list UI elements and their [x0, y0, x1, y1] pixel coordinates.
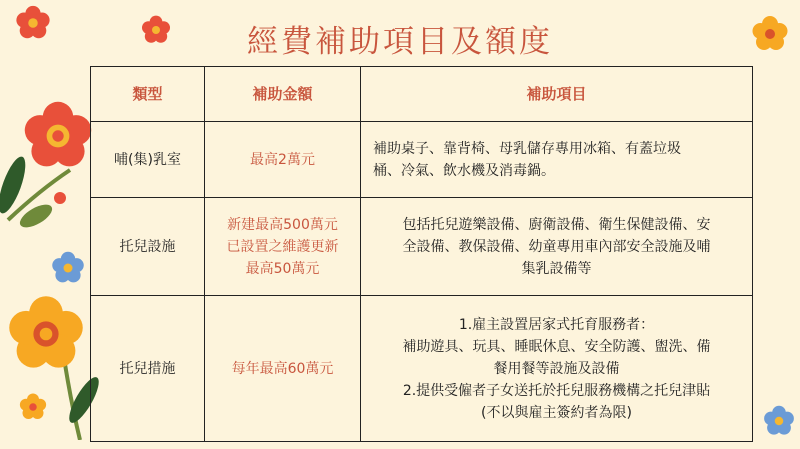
blue-flower-icon [762, 404, 796, 438]
amount-line: 每年最高60萬元 [231, 360, 334, 377]
table-row [91, 122, 753, 198]
header-amount: 補助金額 [205, 67, 361, 122]
table-row [91, 296, 753, 442]
items-line: 補助遊具、玩具、睡眠休息、安全防護、盥洗、備 [402, 338, 711, 355]
amount-line: 新建最高500萬元 [227, 216, 338, 233]
yellow-flower-icon [4, 292, 88, 376]
blue-flower-icon [50, 250, 86, 286]
table-header-row [91, 67, 753, 122]
amount-line: 最高2萬元 [250, 151, 315, 168]
row-items [361, 122, 753, 198]
table-row [91, 198, 753, 296]
amount-line: 最高50萬元 [245, 260, 320, 277]
row-items [361, 296, 753, 442]
row-items [361, 198, 753, 296]
row-type: 哺(集)乳室 [91, 122, 205, 198]
orange-flower-icon [20, 98, 96, 174]
row-type: 托兒設施 [91, 198, 205, 296]
row-amount [205, 198, 361, 296]
items-line: 餐用餐等設施及設備 [493, 360, 620, 377]
items-line: 集乳設備等 [521, 260, 592, 277]
subsidy-table [90, 66, 753, 442]
row-amount [205, 296, 361, 442]
items-line: 桶、冷氣、飲水機及消毒鍋。 [373, 162, 555, 179]
amount-line: 已設置之維護更新 [226, 238, 339, 255]
orange-flower-icon [18, 392, 48, 422]
page-title: 經費補助項目及額度 [247, 24, 553, 60]
items-line: 補助桌子、靠背椅、母乳儲存專用冰箱、有蓋垃圾 [373, 140, 681, 157]
header-type: 類型 [91, 67, 205, 122]
row-type: 托兒措施 [91, 296, 205, 442]
items-line: 2.提供受僱者子女送托於托兒服務機構之托兒津貼 [402, 382, 711, 399]
row-amount [205, 122, 361, 198]
items-line: 1.雇主設置居家式托育服務者： [458, 316, 655, 333]
header-items: 補助項目 [361, 67, 753, 122]
items-line: 包括托兒遊樂設備、廚衛設備、衛生保健設備、安 [402, 216, 711, 233]
items-line: 全設備、教保設備、幼童專用車內部安全設施及哺 [402, 238, 711, 255]
items-line: (不以與雇主簽約者為限) [481, 404, 632, 421]
